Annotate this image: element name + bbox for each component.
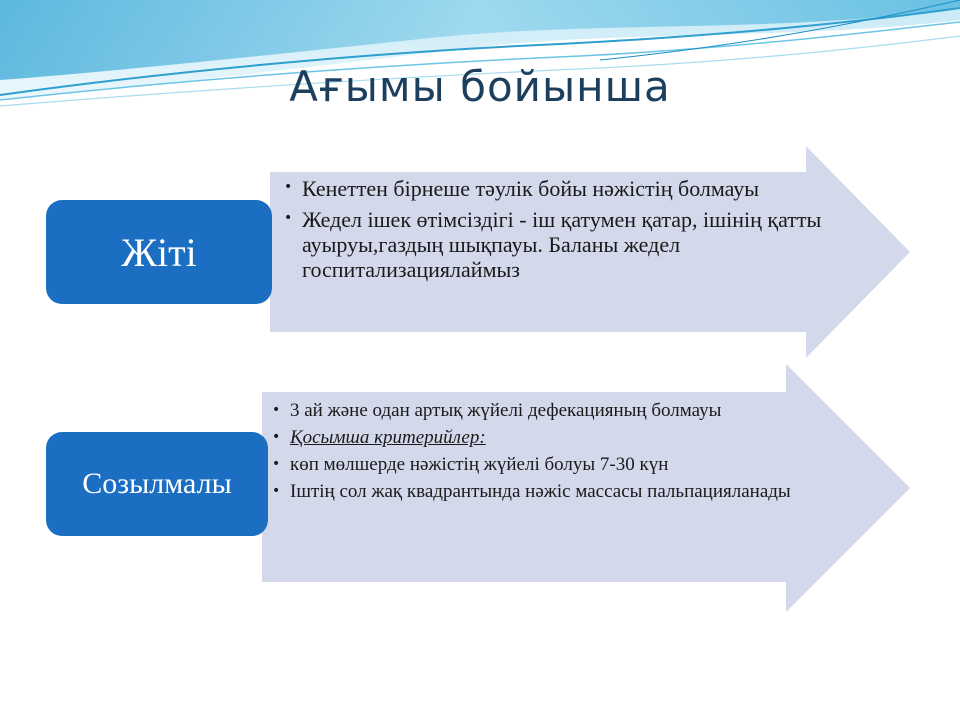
bullet-icon: • bbox=[272, 483, 281, 499]
list-item-text: Жедел ішек өтімсіздігі - іш қатумен қатар, ішінің қатты ауыруы,газдың шықпауы. Баланы жедел госпитализациялаймыз bbox=[302, 207, 822, 282]
list-item bbox=[278, 176, 828, 201]
list-item bbox=[266, 481, 796, 503]
chronic-label: Созылмалы bbox=[82, 467, 232, 500]
bullet-icon: • bbox=[284, 179, 293, 195]
list-item bbox=[266, 400, 796, 422]
list-item-text: Кенеттен бірнеше тәулік бойы нәжістің болмауы bbox=[302, 176, 760, 201]
bullet-icon: • bbox=[272, 429, 281, 445]
acute-criteria-list bbox=[278, 176, 828, 288]
chronic-label-box bbox=[46, 432, 268, 536]
list-item-text: Іштің сол жақ квадрантында нәжіс массасы пальпацияланады bbox=[290, 481, 791, 502]
acute-label: Жіті bbox=[121, 229, 197, 275]
slide-title: Ағымы бойынша bbox=[289, 62, 671, 111]
list-item-text: 3 ай және одан артық жүйелі дефекацияның болмауы bbox=[290, 400, 722, 421]
bullet-icon: • bbox=[272, 456, 281, 472]
bullet-icon: • bbox=[284, 210, 293, 226]
additional-criteria-heading: Қосымша критерийлер: bbox=[290, 427, 486, 448]
list-item bbox=[266, 454, 796, 476]
acute-label-box bbox=[46, 200, 272, 304]
list-item bbox=[278, 207, 828, 282]
list-item bbox=[266, 427, 796, 449]
list-item-text: көп мөлшерде нәжістің жүйелі болуы 7-30 күн bbox=[290, 454, 669, 475]
bullet-icon: • bbox=[272, 402, 281, 418]
chronic-criteria-list bbox=[266, 400, 796, 508]
